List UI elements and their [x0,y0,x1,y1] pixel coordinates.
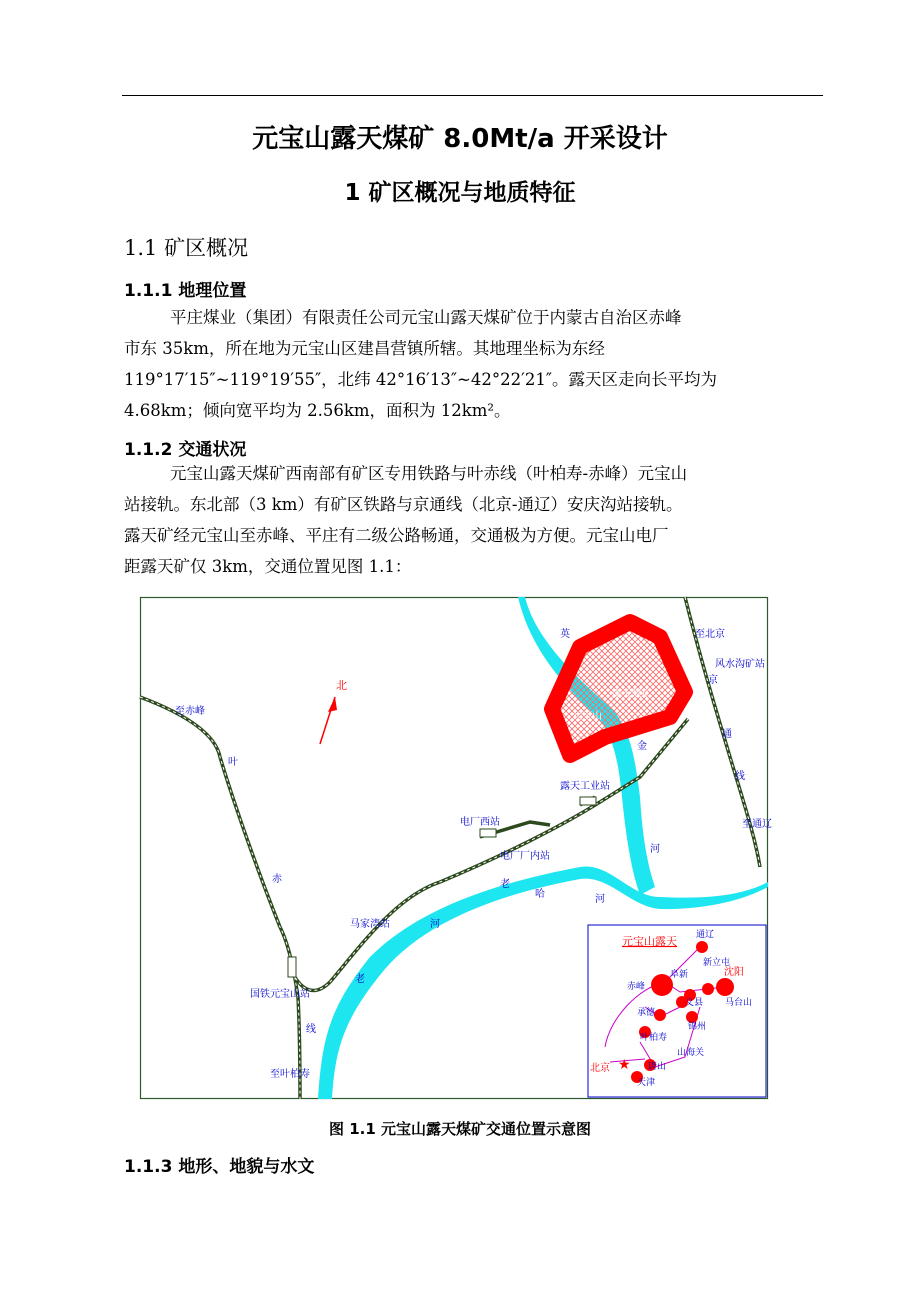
inset-city: 阜新 [670,970,689,980]
label-power-west-station: 电厂西站 [460,817,500,828]
inset-city: 锦州 [688,1022,707,1032]
section-heading-1-1: 1.1 矿区概况 [124,236,249,260]
north-label: 北 [336,679,347,692]
inset-city: 通辽 [696,930,715,940]
header-rule [122,95,823,96]
label-river-lao-2: 老 [500,879,510,890]
mine-label-2: 露天煤矿 [612,689,652,700]
label-ye: 叶 [228,757,238,768]
label-fengshuigou-station: 风水沟矿站 [715,659,765,670]
label-river-lao: 老 [355,974,365,985]
label-power-inner-station: 电厂厂内站 [500,851,550,862]
label-river-he-3: 河 [650,844,660,855]
traffic-location-map [140,597,772,1099]
label-river-ying: 英 [560,629,570,640]
inset-city: 义县 [685,998,704,1008]
inset-city: 北京 [590,1063,610,1074]
beijing-star-icon: ★ [618,1057,631,1073]
inset-title: 元宝山露天 [622,935,677,948]
para-line: 站接轨。东北部（3 km）有矿区铁路与京通线（北京-通辽）安庆沟站接轨。 [124,495,683,514]
label-river-ha: 哈 [535,889,545,900]
section-heading-1-1-1: 1.1.1 地理位置 [124,281,247,301]
mine-label-1: 元宝山 [572,711,602,722]
para-line: 119°17′15″~119°19′55″，北纬 42°16′13″~42°22′21″。露天区走向长平均为 [124,370,717,389]
para-line: 市东 35km，所在地为元宝山区建昌营镇所辖。其地理坐标为东经 [124,339,605,358]
label-chi: 赤 [272,874,282,885]
document-title: 元宝山露天煤矿 8.0Mt/a 开采设计 [252,124,668,154]
para-line: 露天矿经元宝山至赤峰、平庄有二级公路畅通，交通极为方便。元宝山电厂 [124,526,669,545]
para-line: 平庄煤业（集团）有限责任公司元宝山露天煤矿位于内蒙古自治区赤峰 [170,308,682,327]
inset-map [588,925,766,1097]
section-heading-1-1-2: 1.1.2 交通状况 [124,440,247,460]
paragraph-location [124,302,824,426]
label-majiawan-station: 马家湾站 [350,919,390,930]
label-open-pit-station: 露天工业站 [560,781,610,792]
inset-city: 唐山 [648,1062,667,1072]
inset-city: 山海关 [677,1048,705,1058]
label-yuanbaoshan-station: 国铁元宝山站 [250,989,310,1000]
label-to-tongliao: 至通辽 [742,819,772,830]
inset-city: 新立屯 [703,958,731,968]
label-tong: 通 [722,729,732,740]
inset-city: 赤峰 [627,982,646,992]
label-xian-2: 线 [735,771,745,782]
label-jing: 京 [708,675,718,686]
inset-city: 沈阳 [724,967,744,978]
label-xian: 线 [306,1024,316,1035]
para-line: 距露天矿仅 3km，交通位置见图 1.1： [124,557,412,576]
label-to-chifeng: 至赤峰 [175,706,205,717]
inset-city: 叶柏寿 [640,1033,668,1043]
para-line: 元宝山露天煤矿西南部有矿区专用铁路与叶赤线（叶柏寿-赤峰）元宝山 [170,464,688,483]
label-to-yebaishou: 至叶柏寿 [270,1069,310,1080]
figure-caption: 图 1.1 元宝山露天煤矿交通位置示意图 [328,1120,592,1138]
inset-city: 承德 [637,1008,656,1018]
para-line: 4.68km；倾向宽平均为 2.56km，面积为 12km²。 [124,401,511,420]
chapter-heading: 1 矿区概况与地质特征 [344,180,576,206]
inset-city: 天津 [637,1078,656,1088]
label-river-he: 河 [430,919,440,930]
label-to-beijing: 至北京 [695,629,725,640]
label-river-jin: 金 [637,741,647,752]
label-river-he-2: 河 [595,894,605,905]
section-heading-1-1-3: 1.1.3 地形、地貌与水文 [124,1157,315,1177]
inset-city: 马台山 [725,998,753,1008]
paragraph-traffic [124,458,824,582]
